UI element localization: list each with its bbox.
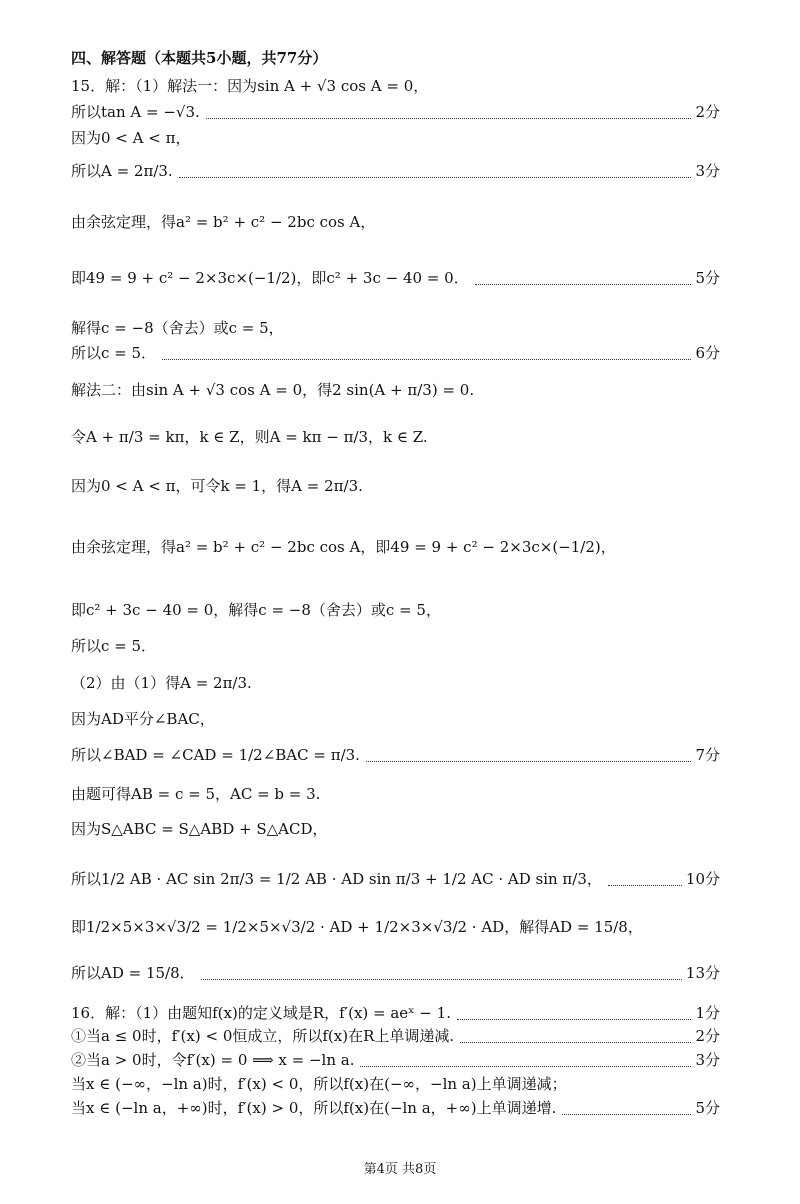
dot-leader	[475, 272, 692, 285]
solution-line-11	[71, 476, 720, 496]
solution-line-13	[71, 600, 720, 620]
dot-leader	[366, 749, 692, 762]
score-label: 5分	[695, 1099, 720, 1117]
line-text: 即49 = 9 + c² − 2×3c×(−1/2)，即c² + 3c − 40 = 0．	[71, 269, 469, 287]
page-footer: 第4页 共8页	[363, 1162, 437, 1177]
score-label: 3分	[695, 162, 720, 180]
solution-line-5	[71, 212, 720, 232]
score-label: 1分	[695, 1004, 720, 1022]
line-text: 因为S△ABC = S△ABD + S△ACD，	[71, 820, 328, 838]
solution-line-15	[71, 673, 720, 693]
solution-line-26	[71, 1074, 720, 1094]
dot-leader	[201, 967, 682, 980]
dot-leader	[179, 165, 692, 178]
dot-leader	[360, 1054, 691, 1067]
solution-line-3	[71, 128, 720, 148]
score-label: 6分	[695, 344, 720, 362]
solution-line-25	[71, 1050, 720, 1070]
line-text: 因为0 < A < π，可令k = 1，得A = 2π/3.	[71, 477, 363, 495]
solution-line-8	[71, 343, 720, 363]
line-text: 因为0 < A < π，	[71, 129, 191, 147]
solution-line-7	[71, 318, 720, 338]
solution-line-4	[71, 161, 720, 181]
line-text: 即c² + 3c − 40 = 0，解得c = −8（舍去）或c = 5，	[71, 601, 441, 619]
solution-line-27	[71, 1098, 720, 1118]
dot-leader	[562, 1102, 691, 1115]
line-text: 所以A = 2π/3.	[71, 162, 173, 180]
solution-line-14	[71, 636, 720, 656]
line-text: 16．解：（1）由题知f(x)的定义域是R，f′(x) = aeˣ − 1.	[71, 1004, 451, 1022]
line-text: 解得c = −8（舍去）或c = 5，	[71, 319, 284, 337]
line-text: 所以1/2 AB · AC sin 2π/3 = 1/2 AB · AD sin π/3 + 1/2 AC · AD sin π/3，	[71, 870, 602, 888]
line-text: 解法二：由sin A + √3 cos A = 0，得2 sin(A + π/3) = 0.	[71, 381, 475, 399]
dot-leader	[608, 873, 682, 886]
solution-line-10	[71, 427, 720, 447]
line-text: 当x ∈ (−∞，−ln a)时，f′(x) < 0，所以f(x)在(−∞，−ln a)上单调递减；	[71, 1075, 567, 1093]
dot-leader	[206, 106, 692, 119]
solution-line-2	[71, 102, 720, 122]
score-label: 7分	[695, 746, 720, 764]
line-text: 由余弦定理，得a² = b² + c² − 2bc cos A，即49 = 9 + c² − 2×3c×(−1/2)，	[71, 538, 616, 556]
line-text: 所以AD = 15/8．	[71, 964, 195, 982]
solution-line-6	[71, 268, 720, 288]
line-text: 由题可得AB = c = 5，AC = b = 3.	[71, 785, 321, 803]
solution-line-18	[71, 784, 720, 804]
score-label: 13分	[685, 964, 720, 982]
line-text: 所以∠BAD = ∠CAD = 1/2∠BAC = π/3.	[71, 746, 360, 764]
score-label: 2分	[695, 1027, 720, 1045]
line-text: 所以c = 5．	[71, 637, 157, 655]
solution-line-16	[71, 709, 720, 729]
solution-line-20	[71, 869, 720, 889]
solution-line-9	[71, 380, 720, 400]
line-text: 因为AD平分∠BAC，	[71, 710, 215, 728]
solution-line-23	[71, 1003, 720, 1023]
solution-line-24	[71, 1026, 720, 1046]
line-text: 所以tan A = −√3.	[71, 103, 200, 121]
solution-line-19	[71, 819, 720, 839]
line-text: ①当a ≤ 0时，f′(x) < 0恒成立，所以f(x)在R上单调递减.	[71, 1027, 455, 1045]
solution-line-21	[71, 917, 720, 937]
solution-line-22	[71, 963, 720, 983]
solution-line-17	[71, 745, 720, 765]
dot-leader	[460, 1030, 691, 1043]
line-text: （2）由（1）得A = 2π/3.	[71, 674, 252, 692]
score-label: 3分	[695, 1051, 720, 1069]
line-text: 即1/2×5×3×√3/2 = 1/2×5×√3/2 · AD + 1/2×3×√3/2 · AD，解得AD = 15/8，	[71, 918, 643, 936]
score-label: 2分	[695, 103, 720, 121]
line-text: 由余弦定理，得a² = b² + c² − 2bc cos A，	[71, 213, 376, 231]
dot-leader	[162, 347, 691, 360]
line-text: ②当a > 0时，令f′(x) = 0 ⟹ x = −ln a.	[71, 1051, 355, 1069]
section-heading: 四、解答题（本题共5小题，共77分）	[71, 49, 328, 67]
score-label: 10分	[685, 870, 720, 888]
dot-leader	[457, 1007, 691, 1020]
line-text: 令A + π/3 = kπ，k ∈ Z，则A = kπ − π/3，k ∈ Z.	[71, 428, 428, 446]
line-text: 15．解：（1）解法一：因为sin A + √3 cos A = 0，	[71, 77, 429, 95]
line-text: 所以c = 5．	[71, 344, 157, 362]
score-label: 5分	[695, 269, 720, 287]
line-text: 当x ∈ (−ln a，+∞)时，f′(x) > 0，所以f(x)在(−ln a，+∞)上单调递增.	[71, 1099, 557, 1117]
solution-line-12	[71, 537, 720, 557]
solution-line-1	[71, 76, 720, 96]
